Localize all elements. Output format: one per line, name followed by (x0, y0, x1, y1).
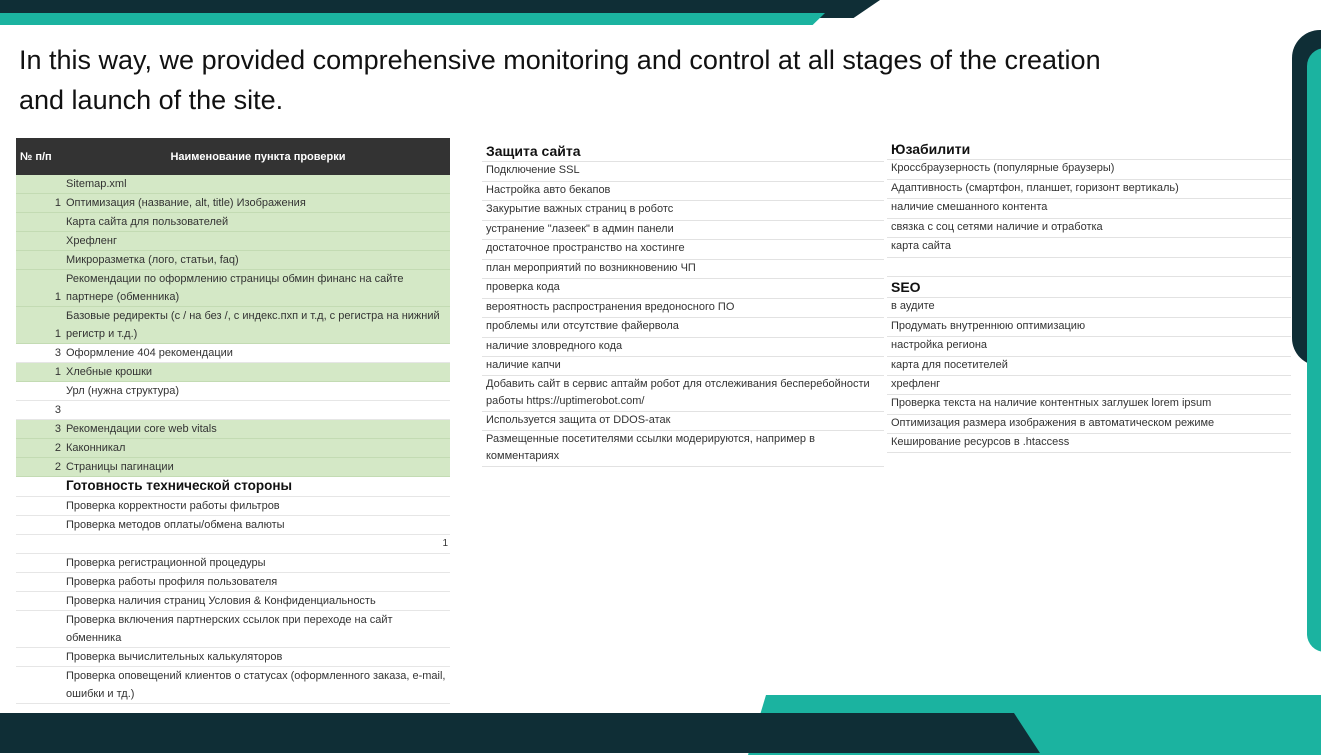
seo-items (887, 298, 1291, 453)
list-item: Продумать внутреннюю оптимизацию (887, 318, 1291, 337)
table-body (16, 175, 450, 704)
list-item: устранение "лазеек" в админ панели (482, 221, 884, 240)
table-row (16, 382, 450, 401)
list-item: Оптимизация размера изображения в автоматическом режиме (887, 415, 1291, 434)
slide-headline: In this way, we provided comprehensive monitoring and control at all stages of the creation and launch of the site. (19, 45, 1101, 115)
top-teal-band (0, 13, 825, 25)
row-number (16, 213, 66, 231)
list-item: Подключение SSL (482, 162, 884, 182)
row-name: Рекомендации core web vitals (66, 423, 217, 435)
row-name: Хлебные крошки (66, 366, 153, 378)
row-name: Хрефленг (66, 235, 118, 247)
row-number: 2 (54, 461, 61, 473)
row-number (16, 554, 66, 572)
row-number: 1 (54, 197, 61, 209)
row-name (66, 401, 450, 419)
seo-title: SEO (887, 277, 1291, 298)
list-item: связка с соц сетями наличие и отработка (887, 219, 1291, 238)
list-item: Адаптивность (смартфон, планшет, горизонт вертикаль) (887, 180, 1291, 199)
row-number: 2 (54, 442, 61, 454)
table-row (16, 307, 450, 344)
row-number (16, 592, 66, 610)
row-name: Проверка работы профиля пользователя (66, 576, 278, 588)
table-row (16, 232, 450, 251)
list-item: наличие зловредного кода (482, 338, 884, 357)
list-item: Кеширование ресурсов в .htaccess (887, 434, 1291, 453)
row-number (16, 251, 66, 269)
list-item: Добавить сайт в сервис аптайм робот для отслеживания бесперебойности работы https://uptimerobot.com/ (482, 376, 884, 412)
list-item: Закурытие важных страниц в роботс (482, 201, 884, 221)
table-header (16, 138, 450, 175)
table-row (16, 401, 450, 420)
list-item: Используется защита от DDOS-атак (482, 412, 884, 431)
list-item: наличие смешанного контента (887, 199, 1291, 219)
table-row (16, 270, 450, 307)
row-number: 1 (54, 291, 61, 303)
table-row (16, 175, 450, 194)
table-row (16, 516, 450, 535)
row-number (16, 477, 66, 496)
row-name: Урл (нужна структура) (66, 385, 180, 397)
table-row (16, 439, 450, 458)
right-teal-band (1307, 48, 1321, 652)
row-number (16, 573, 66, 591)
row-name: Проверка регистрационной процедуры (66, 557, 266, 569)
list-item: карта для посетителей (887, 357, 1291, 376)
row-name: Готовность технической стороны (66, 478, 293, 493)
row-name: Проверка наличия страниц Условия & Конфиденциальность (66, 595, 376, 607)
usability-seo-list (887, 139, 1291, 453)
row-number (16, 232, 66, 250)
table-row (16, 420, 450, 439)
row-name: Проверка включения партнерских ссылок при переходе на сайт обменника (66, 614, 393, 644)
list-item: Кроссбраузерность (популярные браузеры) (887, 160, 1291, 180)
row-name: Проверка оповещений клиентов о статусах (оформленного заказа, e-mail, ошибки и тд.) (66, 670, 446, 700)
row-name: Sitemap.xml (66, 178, 127, 190)
table-row (16, 611, 450, 648)
table-row (16, 535, 450, 554)
table-row (16, 648, 450, 667)
site-protection-items (482, 162, 884, 467)
table-row (16, 573, 450, 592)
list-item: настройка региона (887, 337, 1291, 357)
list-item: карта сайта (887, 238, 1291, 258)
table-row (16, 497, 450, 516)
table-row (16, 194, 450, 213)
seo-checklist-table (16, 138, 450, 704)
list-item: Размещенные посетителями ссылки модерируются, например в комментариях (482, 431, 884, 467)
row-number: 3 (54, 423, 61, 435)
row-name: Оформление 404 рекомендации (66, 347, 233, 359)
row-number (16, 611, 66, 647)
row-number: 1 (54, 328, 61, 340)
row-name: Рекомендации по оформлению страницы обмин финанс на сайте партнере (обменника) (66, 273, 404, 303)
row-number (16, 535, 66, 553)
table-row (16, 554, 450, 573)
list-item: Настройка авто бекапов (482, 182, 884, 201)
row-name: Оптимизация (название, alt, title) Изображения (66, 197, 306, 209)
list-item: Проверка текста на наличие контентных заглушек lorem ipsum (887, 395, 1291, 415)
site-protection-title: Защита сайта (482, 141, 884, 162)
row-name: Микроразметка (лого, статьи, faq) (66, 254, 239, 266)
list-item: план мероприятий по возникновению ЧП (482, 260, 884, 279)
table-row (16, 667, 450, 704)
list-item (887, 258, 1291, 277)
usability-items (887, 160, 1291, 277)
table-row (16, 344, 450, 363)
site-protection-list (482, 141, 884, 467)
row-name: Карта сайта для пользователей (66, 216, 229, 228)
header-name: Наименование пункта проверки (170, 150, 346, 163)
row-number (16, 497, 66, 515)
row-name: Базовые редиректы (с / на без /, с индекс.пхп и т.д, с регистра на нижний регистр и т.д.) (66, 310, 440, 340)
list-item: в аудите (887, 298, 1291, 318)
table-row (16, 592, 450, 611)
usability-title: Юзабилити (887, 139, 1291, 160)
row-number: 3 (54, 404, 61, 416)
row-number (16, 667, 66, 703)
row-name: Страницы пагинации (66, 461, 174, 473)
list-item: хрефленг (887, 376, 1291, 395)
list-item: проверка кода (482, 279, 884, 299)
row-name: Проверка вычислительных калькуляторов (66, 651, 283, 663)
list-item: вероятность распространения вредоносного ПО (482, 299, 884, 318)
row-name: 1 (442, 538, 448, 549)
table-row (16, 477, 450, 497)
table-row (16, 458, 450, 477)
table-row (16, 363, 450, 382)
row-name: Каконникал (66, 442, 126, 454)
table-row (16, 213, 450, 232)
list-item: достаточное пространство на хостинге (482, 240, 884, 260)
row-name: Проверка методов оплаты/обмена валюты (66, 519, 285, 531)
row-number (16, 516, 66, 534)
row-number: 1 (54, 366, 61, 378)
row-number (16, 648, 66, 666)
header-number: № п/п (20, 150, 52, 163)
list-item: проблемы или отсутствие файервола (482, 318, 884, 338)
table-row (16, 251, 450, 270)
row-number: 3 (54, 347, 61, 359)
row-name: Проверка корректности работы фильтров (66, 500, 280, 512)
row-number (16, 175, 66, 193)
bottom-dark-band (0, 713, 1040, 753)
row-number (16, 382, 66, 400)
list-item: наличие капчи (482, 357, 884, 376)
